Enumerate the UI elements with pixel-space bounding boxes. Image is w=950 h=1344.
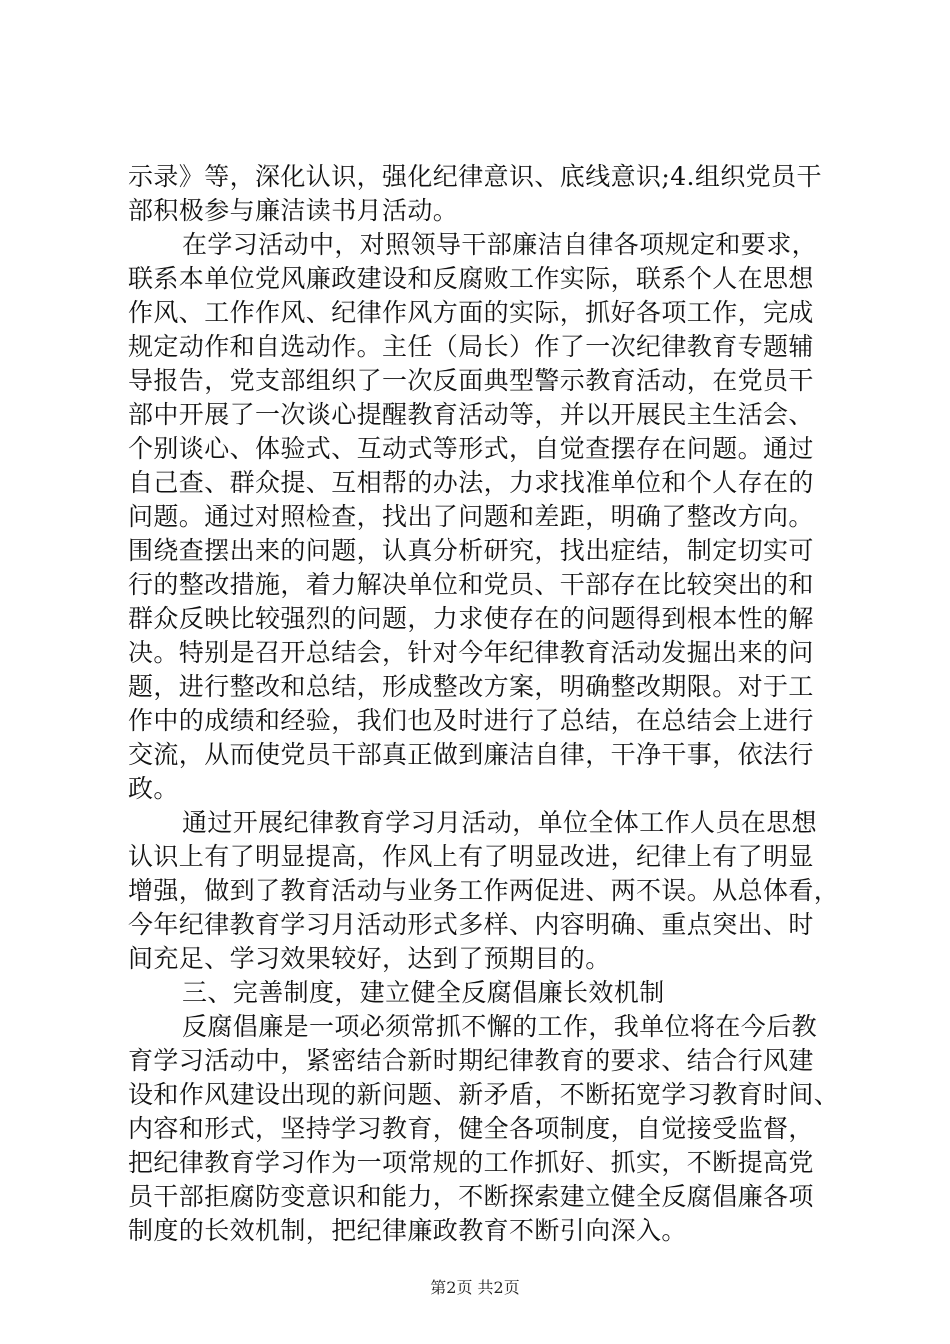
text-line: 作中的成绩和经验，我们也及时进行了总结，在总结会上进行 bbox=[128, 706, 814, 735]
text-line: 自己查、群众提、互相帮的办法，力求找准单位和个人存在的 bbox=[128, 468, 814, 497]
text-line: 政。 bbox=[128, 774, 179, 803]
text-line: 决。特别是召开总结会，针对今年纪律教育活动发掘出来的问 bbox=[128, 638, 814, 667]
text-line: 围绕查摆出来的问题，认真分析研究，找出症结，制定切实可 bbox=[128, 536, 814, 565]
paragraph-start-line: 反腐倡廉是一项必须常抓不懈的工作，我单位将在今后教 bbox=[182, 1012, 818, 1041]
text-line: 交流，从而使党员干部真正做到廉洁自律，干净干事，依法行 bbox=[128, 740, 814, 769]
text-line: 规定动作和自选动作。主任（局长）作了一次纪律教育专题辅 bbox=[128, 332, 814, 361]
text-line: 联系本单位党风廉政建设和反腐败工作实际，联系个人在思想 bbox=[128, 264, 814, 293]
text-line: 题，进行整改和总结，形成整改方案，明确整改期限。对于工 bbox=[128, 672, 814, 701]
text-line: 间充足、学习效果较好，达到了预期目的。 bbox=[128, 944, 611, 973]
page-number-label: 第2页 共2页 bbox=[430, 1278, 520, 1297]
text-line: 导报告，党支部组织了一次反面典型警示教育活动，在党员干 bbox=[128, 366, 814, 395]
text-line: 增强，做到了教育活动与业务工作两促进、两不误。从总体看， bbox=[128, 876, 840, 905]
paragraph-start-line: 通过开展纪律教育学习月活动，单位全体工作人员在思想 bbox=[182, 808, 818, 837]
text-line: 育学习活动中，紧密结合新时期纪律教育的要求、结合行风建 bbox=[128, 1046, 814, 1075]
text-line: 内容和形式，坚持学习教育，健全各项制度，自觉接受监督， bbox=[128, 1114, 814, 1143]
text-line: 作风、工作作风、纪律作风方面的实际，抓好各项工作，完成 bbox=[128, 298, 814, 327]
text-line: 制度的长效机制，把纪律廉政教育不断引向深入。 bbox=[128, 1216, 687, 1245]
text-line: 部积极参与廉洁读书月活动。 bbox=[128, 196, 459, 225]
text-line: 把纪律教育学习作为一项常规的工作抓好、抓实，不断提高党 bbox=[128, 1148, 814, 1177]
text-line: 部中开展了一次谈心提醒教育活动等，并以开展民主生活会、 bbox=[128, 400, 814, 429]
section-heading: 三、完善制度，建立健全反腐倡廉长效机制 bbox=[182, 978, 665, 1007]
text-line: 行的整改措施，着力解决单位和党员、干部存在比较突出的和 bbox=[128, 570, 814, 599]
text-line: 示录》等，深化认识，强化纪律意识、底线意识;4.组织党员干 bbox=[128, 162, 822, 191]
text-line: 设和作风建设出现的新问题、新矛盾，不断拓宽学习教育时间、 bbox=[128, 1080, 840, 1109]
text-line: 认识上有了明显提高，作风上有了明显改进，纪律上有了明显 bbox=[128, 842, 814, 871]
text-line: 群众反映比较强烈的问题，力求使存在的问题得到根本性的解 bbox=[128, 604, 814, 633]
text-line: 个别谈心、体验式、互动式等形式，自觉查摆存在问题。通过 bbox=[128, 434, 814, 463]
paragraph-start-line: 在学习活动中，对照领导干部廉洁自律各项规定和要求， bbox=[182, 230, 818, 259]
page-footer bbox=[0, 1275, 950, 1298]
text-line: 员干部拒腐防变意识和能力，不断探索建立健全反腐倡廉各项 bbox=[128, 1182, 814, 1211]
text-line: 今年纪律教育学习月活动形式多样、内容明确、重点突出、时 bbox=[128, 910, 814, 939]
text-line: 问题。通过对照检查，找出了问题和差距，明确了整改方向。 bbox=[128, 502, 814, 531]
document-body bbox=[128, 160, 848, 1248]
